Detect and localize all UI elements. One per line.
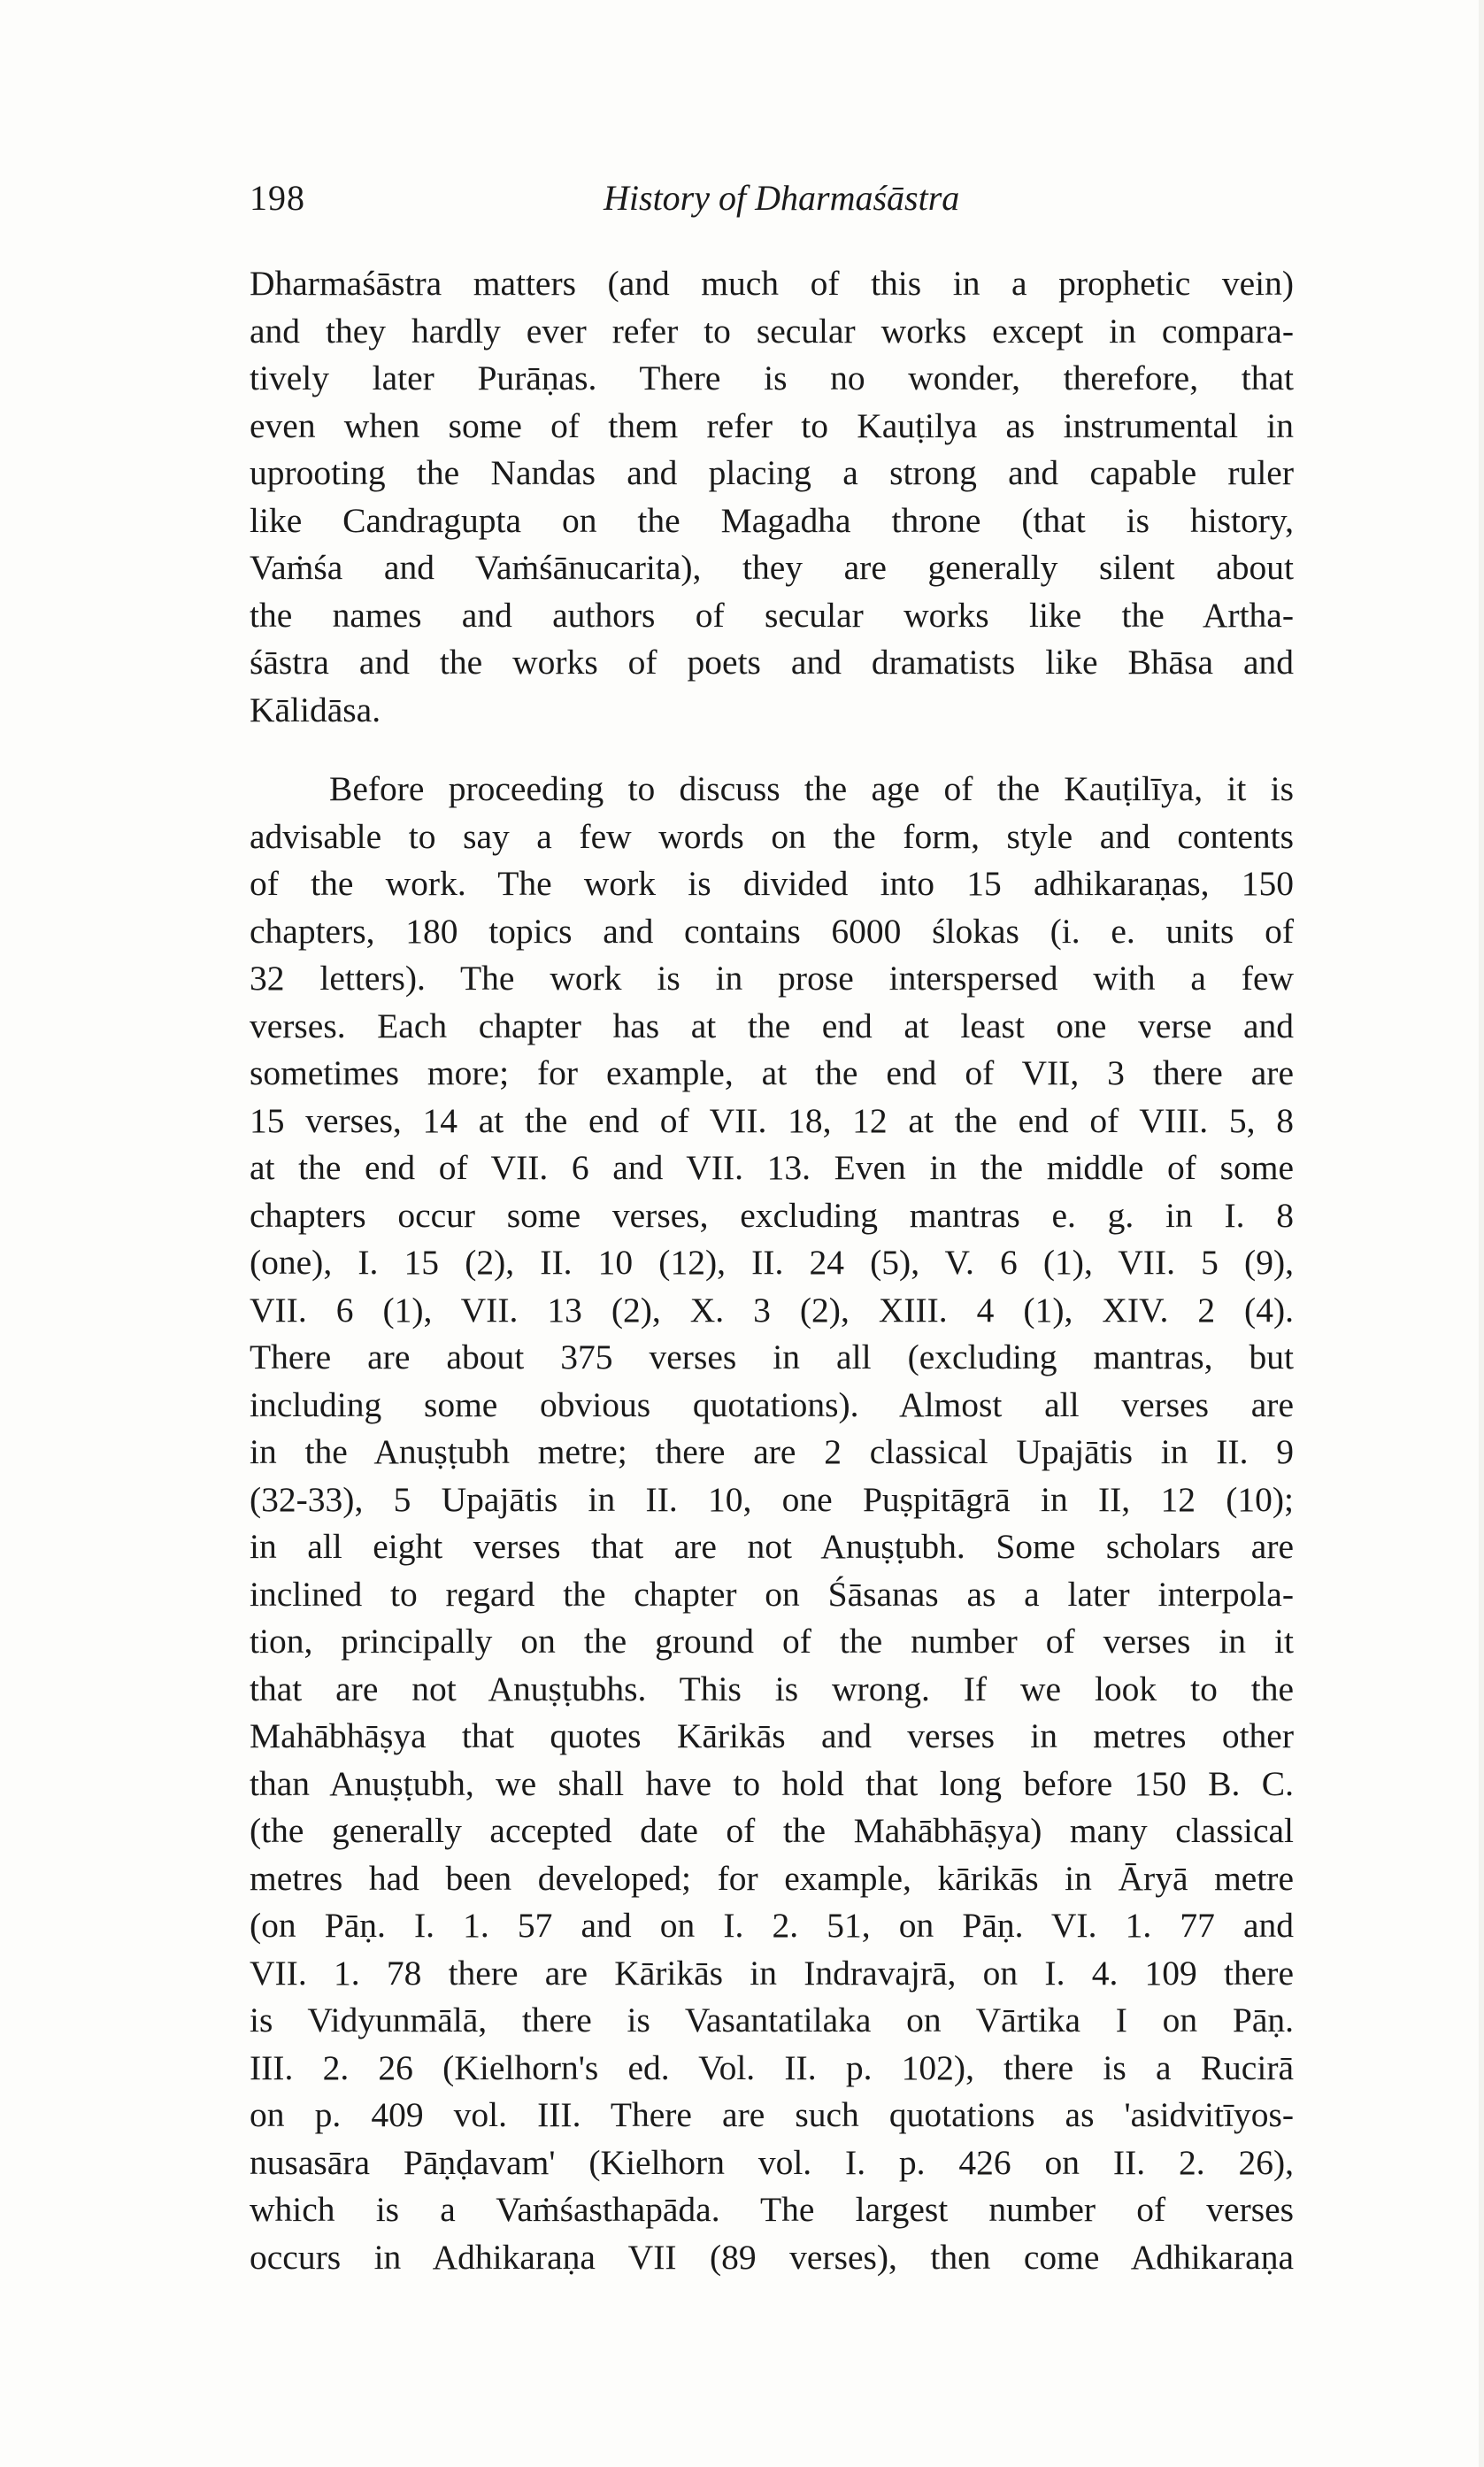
- page-number: 198: [250, 178, 305, 218]
- text-line: metres had been developed; for example, kārikās in Āryā metre: [250, 1858, 1294, 1898]
- text-line: nusasāra Pāṇḍavam' (Kielhorn vol. I. p. 426 on II. 2. 26),: [250, 2142, 1294, 2182]
- text-line: is Vidyunmālā, there is Vasantatilaka on Vārtika I on Pāṇ.: [250, 2001, 1294, 2039]
- text-line: and they hardly ever refer to secular works except in compara-: [250, 311, 1294, 351]
- text-line: chapters, 180 topics and contains 6000 ślokas (i. e. units of: [250, 911, 1294, 951]
- page-header: [250, 177, 1294, 230]
- text-line: Vaṁśa and Vaṁśānucarita), they are generally silent about: [250, 548, 1294, 587]
- text-line: 32 letters). The work is in prose interspersed with a few: [250, 959, 1294, 998]
- running-title: History of Dharmaśāstra: [604, 178, 960, 218]
- paragraph-2: [250, 766, 1294, 2281]
- text-line: that are not Anuṣṭubhs. This is wrong. If we look to the: [250, 1669, 1294, 1708]
- text-line: VII. 6 (1), VII. 13 (2), X. 3 (2), XIII. 4 (1), XIV. 2 (4).: [250, 1290, 1294, 1330]
- body-text: [250, 260, 1294, 2281]
- text-line: III. 2. 26 (Kielhorn's ed. Vol. II. p. 102), there is a Rucirā: [250, 2047, 1294, 2087]
- text-line: verses. Each chapter has at the end at least one verse and: [250, 1006, 1294, 1045]
- text-line: (32-33), 5 Upajātis in II. 10, one Puṣpitāgrā in II, 12 (10);: [250, 1479, 1294, 1519]
- text-line: Kālidāsa.: [250, 690, 381, 729]
- text-line: sometimes more; for example, at the end of VII, 3 there are: [250, 1053, 1294, 1092]
- page-edge-shadow: [1479, 0, 1484, 2467]
- text-line: tion, principally on the ground of the number of verses in it: [250, 1622, 1294, 1661]
- text-line: in the Anuṣṭubh metre; there are 2 classical Upajātis in II. 9: [250, 1432, 1294, 1471]
- text-line: advisable to say a few words on the form, style and contents: [250, 816, 1294, 856]
- text-line: which is a Vaṁśasthapāda. The largest number of verses: [250, 2190, 1294, 2229]
- text-line: (the generally accepted date of the Mahābhāṣya) many classical: [250, 1811, 1294, 1850]
- text-line: even when some of them refer to Kauṭilya as instrumental in: [250, 405, 1294, 445]
- text-line: Dharmaśāstra matters (and much of this in a prophetic vein): [250, 264, 1294, 303]
- text-line: Before proceeding to discuss the age of the Kauṭilīya, it is: [329, 769, 1294, 808]
- text-line: on p. 409 vol. III. There are such quotations as 'asidvitīyos-: [250, 2095, 1294, 2134]
- text-line: chapters occur some verses, excluding mantras e. g. in I. 8: [250, 1195, 1294, 1235]
- text-line: like Candragupta on the Magadha throne (that is history,: [250, 500, 1294, 540]
- text-line: including some obvious quotations). Almost all verses are: [250, 1384, 1294, 1424]
- text-line: inclined to regard the chapter on Śāsanas as a later interpola-: [250, 1574, 1294, 1614]
- text-line: the names and authors of secular works like the Artha-: [250, 595, 1294, 635]
- text-line: in all eight verses that are not Anuṣṭubh. Some scholars are: [250, 1527, 1294, 1566]
- text-line: occurs in Adhikaraṇa VII (89 verses), then come Adhikaraṇa: [250, 2237, 1294, 2277]
- text-line: uprooting the Nandas and placing a strong and capable ruler: [250, 453, 1294, 492]
- text-line: śāstra and the works of poets and dramatists like Bhāsa and: [250, 643, 1294, 682]
- text-line: tively later Purāṇas. There is no wonder, therefore, that: [250, 358, 1294, 397]
- text-line: at the end of VII. 6 and VII. 13. Even in the middle of some: [250, 1148, 1294, 1187]
- text-line: VII. 1. 78 there are Kārikās in Indravajrā, on I. 4. 109 there: [250, 1953, 1294, 1993]
- text-line: than Anuṣṭubh, we shall have to hold that long before 150 B. C.: [250, 1763, 1294, 1803]
- text-line: 15 verses, 14 at the end of VII. 18, 12 at the end of VIII. 5, 8: [250, 1100, 1294, 1140]
- paragraph-1: [250, 260, 1294, 734]
- text-line: There are about 375 verses in all (excluding mantras, but: [250, 1338, 1294, 1376]
- text-line: Mahābhāṣya that quotes Kārikās and verses in metres other: [250, 1716, 1294, 1755]
- text-line: (one), I. 15 (2), II. 10 (12), II. 24 (5), V. 6 (1), VII. 5 (9),: [250, 1243, 1294, 1282]
- text-line: of the work. The work is divided into 15 adhikaraṇas, 150: [250, 864, 1294, 903]
- text-line: (on Pāṇ. I. 1. 57 and on I. 2. 51, on Pāṇ. VI. 1. 77 and: [250, 1906, 1294, 1945]
